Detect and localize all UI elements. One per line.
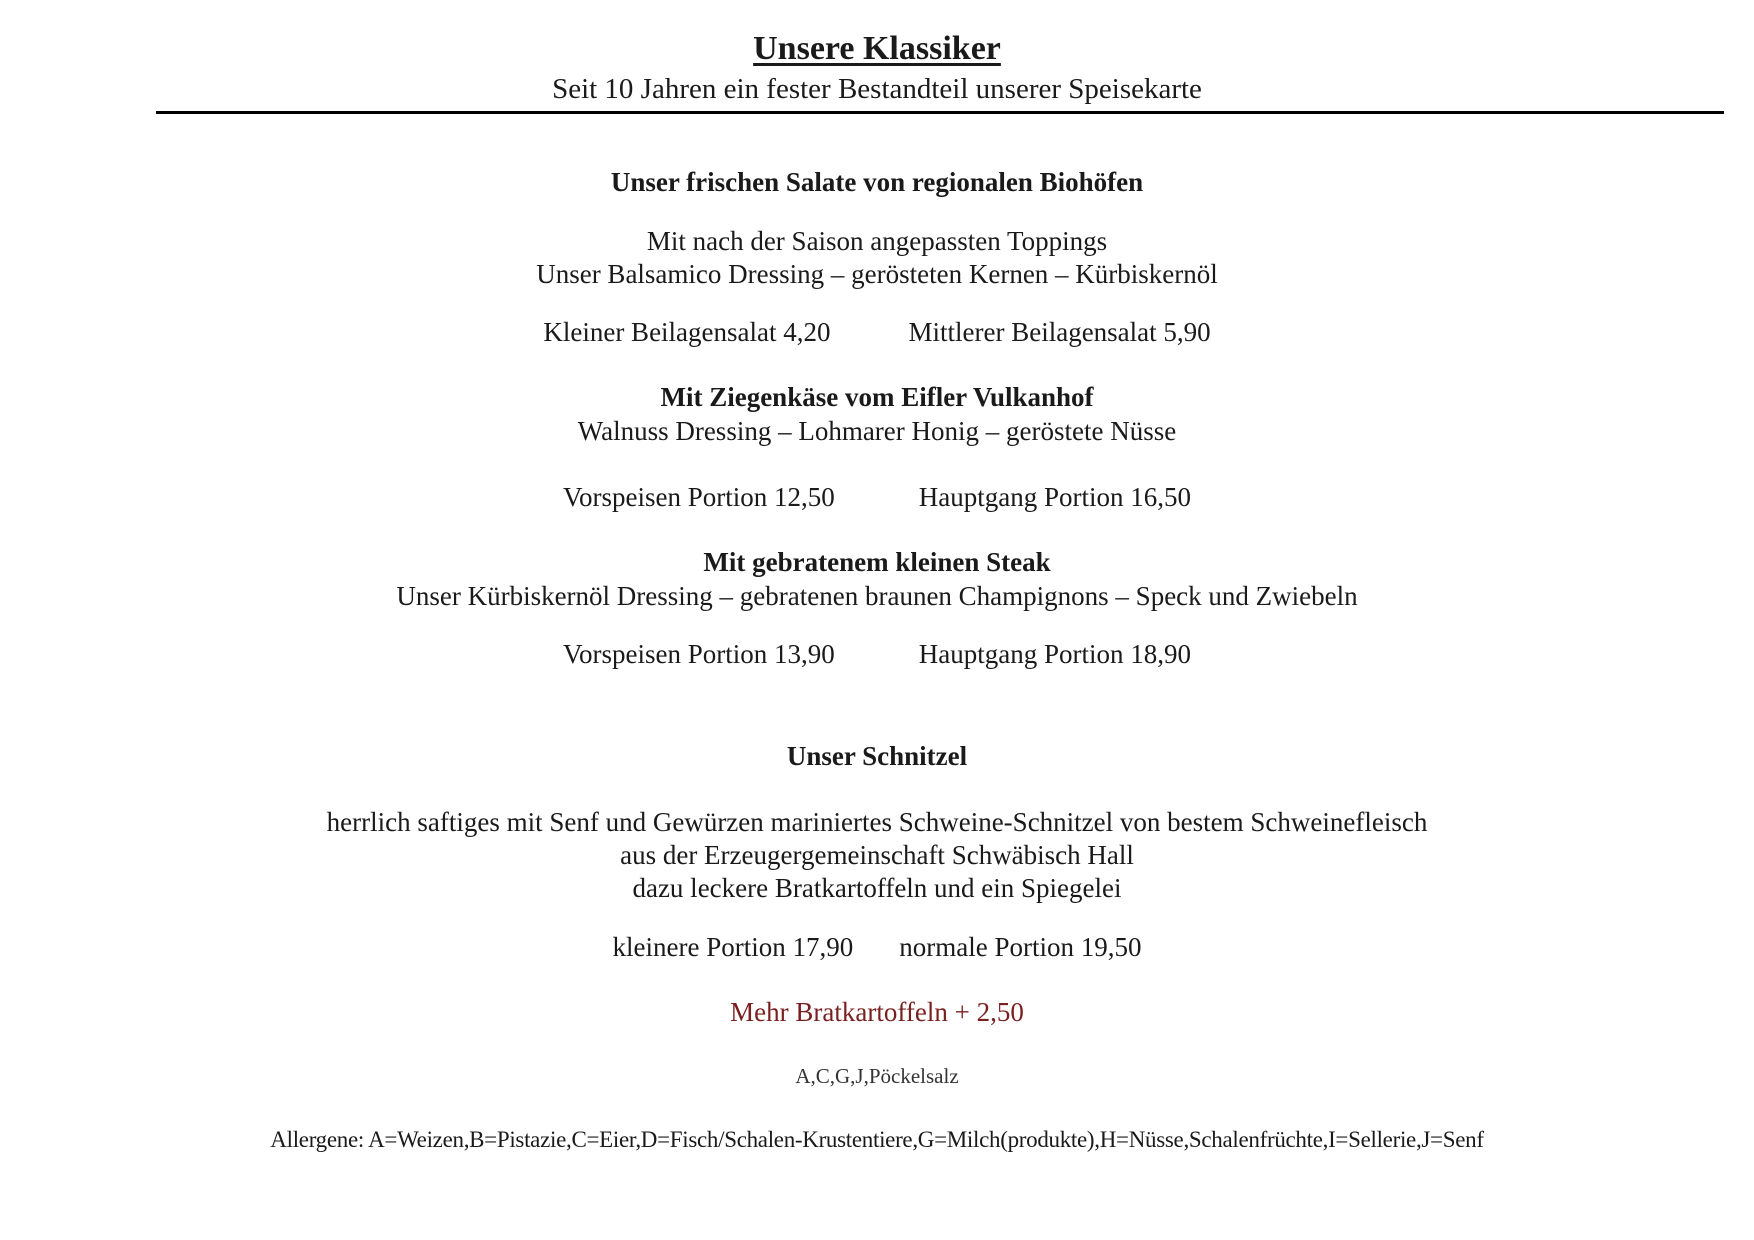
steak-main-price: Hauptgang Portion 18,90 bbox=[918, 639, 1191, 669]
goat-cheese-heading: Mit Ziegenkäse vom Eifler Vulkanhof bbox=[660, 382, 1094, 412]
salads-intro-line-2: Unser Balsamico Dressing – gerösteten Kernen – Kürbiskernöl bbox=[536, 259, 1218, 289]
steak-starter-price: Vorspeisen Portion 13,90 bbox=[563, 639, 835, 669]
schnitzel-description-line-1: herrlich saftiges mit Senf und Gewürzen mariniertes Schweine-Schnitzel von bestem Schweinefleisch bbox=[326, 807, 1428, 837]
steak-prices bbox=[0, 639, 1754, 670]
allergen-legend: Allergene: A=Weizen,B=Pistazie,C=Eier,D=Fisch/Schalen-Krustentiere,G=Milch(produkte),H=Nüsse,Schalenfrüchte,I=Sellerie,J=Senf bbox=[270, 1127, 1484, 1152]
schnitzel-normal-price: normale Portion 19,50 bbox=[899, 932, 1142, 962]
schnitzel-small-price: kleinere Portion 17,90 bbox=[612, 932, 854, 962]
header-divider bbox=[156, 111, 1724, 114]
goat-cheese-description: Walnuss Dressing – Lohmarer Honig – geröstete Nüsse bbox=[577, 416, 1177, 446]
goat-cheese-starter-price: Vorspeisen Portion 12,50 bbox=[563, 482, 835, 512]
goat-cheese-prices bbox=[0, 482, 1754, 513]
salads-heading: Unser frischen Salate von regionalen Biohöfen bbox=[610, 167, 1144, 197]
side-salad-small-price: Kleiner Beilagensalat 4,20 bbox=[543, 317, 831, 347]
schnitzel-allergens: A,C,G,J,Pöckelsalz bbox=[795, 1064, 959, 1088]
page-title: Unsere Klassiker bbox=[753, 30, 1001, 67]
schnitzel-heading: Unser Schnitzel bbox=[786, 741, 968, 771]
side-salad-prices bbox=[0, 317, 1754, 348]
side-salad-medium-price: Mittlerer Beilagensalat 5,90 bbox=[908, 317, 1211, 347]
goat-cheese-main-price: Hauptgang Portion 16,50 bbox=[918, 482, 1191, 512]
salads-intro-line-1: Mit nach der Saison angepassten Toppings bbox=[646, 226, 1108, 256]
schnitzel-description-line-3: dazu leckere Bratkartoffeln und ein Spiegelei bbox=[632, 873, 1122, 903]
steak-description: Unser Kürbiskernöl Dressing – gebratenen braunen Champignons – Speck und Zwiebeln bbox=[396, 581, 1358, 611]
extra-potatoes-price: Mehr Bratkartoffeln + 2,50 bbox=[730, 997, 1024, 1027]
steak-heading: Mit gebratenem kleinen Steak bbox=[703, 547, 1051, 577]
page-subtitle: Seit 10 Jahren ein fester Bestandteil unserer Speisekarte bbox=[552, 73, 1202, 105]
schnitzel-description-line-2: aus der Erzeugergemeinschaft Schwäbisch Hall bbox=[620, 840, 1134, 870]
schnitzel-prices bbox=[0, 932, 1754, 963]
